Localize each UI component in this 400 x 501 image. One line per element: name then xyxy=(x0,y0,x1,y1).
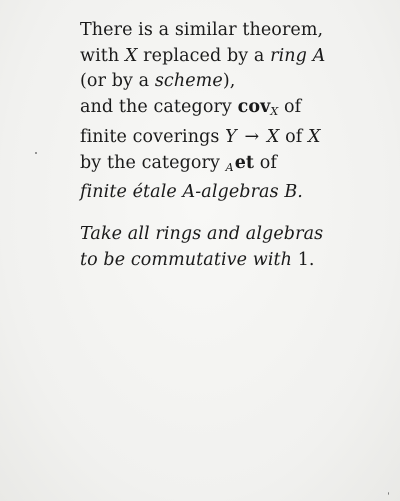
ring-a-term: ring A xyxy=(270,45,326,66)
passage-line-6 xyxy=(80,151,380,181)
passage-text: of xyxy=(279,126,309,147)
passage-text: of xyxy=(278,97,302,118)
math-variable-y: Y xyxy=(225,126,237,147)
category-et: et xyxy=(234,152,255,173)
passage-text: finite coverings xyxy=(80,126,226,147)
math-variable-x: X xyxy=(308,126,321,147)
remark-text: Take all rings and algebras xyxy=(80,223,324,244)
passage-text: of xyxy=(254,152,278,173)
scan-speck xyxy=(35,152,37,154)
right-arrow-icon: → xyxy=(244,126,260,147)
remark-line-1 xyxy=(80,222,380,248)
math-variable-x: X xyxy=(266,126,280,147)
passage-line-7 xyxy=(80,180,380,206)
passage-text: replaced by a xyxy=(137,45,271,66)
category-cov: cov xyxy=(237,97,271,118)
remark-text: to be commutative with xyxy=(80,249,298,270)
finite-etale-algebras-term: finite étale A-algebras B. xyxy=(80,182,303,203)
passage-line-4 xyxy=(80,95,380,125)
passage-line-3 xyxy=(80,69,380,95)
text-passage xyxy=(80,18,380,273)
passage-line-1 xyxy=(80,18,380,44)
passage-text: ), xyxy=(222,71,236,92)
paragraph-gap xyxy=(80,206,380,222)
passage-text: by the category xyxy=(80,152,226,173)
passage-line-5 xyxy=(80,125,380,151)
numeral-one: 1. xyxy=(297,249,315,270)
passage-text: (or by a xyxy=(80,71,155,92)
passage-text: with xyxy=(80,45,125,66)
passage-text: There is a similar theorem, xyxy=(80,20,324,40)
category-cov-subscript: X xyxy=(270,105,279,119)
category-et-prescript: A xyxy=(225,160,234,174)
scan-speck xyxy=(388,492,389,495)
remark-line-2 xyxy=(80,248,380,274)
scheme-term: scheme xyxy=(154,71,223,92)
passage-text: and the category xyxy=(80,97,238,118)
math-variable-x: X xyxy=(124,45,138,66)
passage-line-2 xyxy=(80,44,380,70)
